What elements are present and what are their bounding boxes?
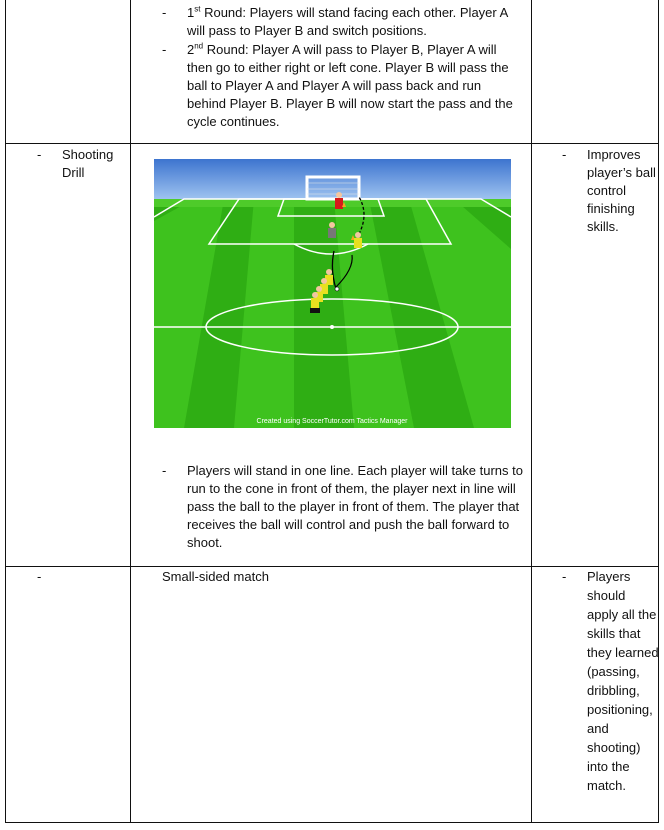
match-description-cell bbox=[162, 568, 522, 586]
drill-description: Players will stand in one line. Each player will take turns to run to the cone in front of them, the player next in line will pass the ball to the player in front of them. The player that receives the ball will control and push the ball forward to shoot. bbox=[187, 463, 523, 550]
bullet-dash: - bbox=[37, 147, 42, 162]
bullet-dash: - bbox=[162, 463, 167, 478]
table-border-left bbox=[5, 0, 6, 823]
bullet-dash: - bbox=[562, 147, 567, 162]
column-divider-2 bbox=[531, 0, 532, 823]
row-divider-2 bbox=[5, 566, 659, 567]
bullet-dash: - bbox=[162, 5, 167, 20]
outcome-text: Improves player’s ball control finishing skills. bbox=[587, 147, 656, 234]
round-2-text: 2nd Round: Player A will pass to Player B, Player A will then go to either right or left cone. Player B will pass the ball to Player A and Player A will pass back and run behind Player B. Player B will now start the pass and the cycle continues. bbox=[187, 41, 513, 129]
bullet-dash: - bbox=[37, 569, 42, 584]
bullet-dash: - bbox=[162, 42, 167, 57]
row-divider-1 bbox=[5, 143, 659, 144]
match-description: Small-sided match bbox=[162, 569, 269, 584]
outcome-text: Players should apply all the skills that they learned (passing, dribbling, positioning, and shooting) into the match. bbox=[587, 569, 659, 793]
bullet-dash: - bbox=[562, 569, 567, 584]
diagram-credit: Created using SoccerTutor.com Tactics Manager bbox=[256, 418, 408, 425]
activity-name: Shooting Drill bbox=[62, 147, 114, 180]
table-border-bottom bbox=[5, 822, 659, 823]
shooting-drill-diagram bbox=[154, 159, 511, 428]
column-divider-1 bbox=[130, 0, 131, 823]
round-1-text: 1st Round: Players will stand facing each other. Player A will pass to Player B and switch positions. bbox=[187, 4, 508, 38]
